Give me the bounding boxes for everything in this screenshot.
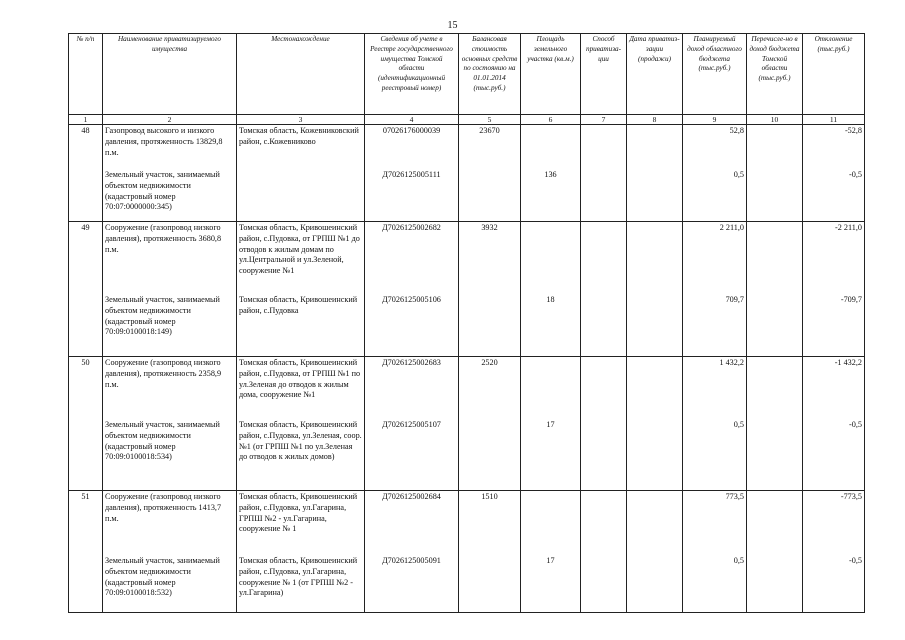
header-cell: Наименование приватизируемого имущества [103,34,237,115]
planned-income: 773,5 [683,491,747,556]
land-area: 17 [521,555,581,613]
column-number: 2 [103,115,237,125]
registry-number: Д7026125005111 [365,169,459,222]
header-cell: Сведения об учете в Реестре государственного имущества Томской области (идентификационный реестровый номер) [365,34,459,115]
table-row [69,555,865,613]
column-number: 11 [803,115,865,125]
transferred-amount [747,222,803,295]
asset-name: Сооружение (газопровод низкого давления), протяженность 1413,7 п.м. [103,491,237,556]
transferred-amount [747,169,803,222]
transferred-amount [747,555,803,613]
asset-name: Земельный участок, занимаемый объектом недвижимости (кадастровый номер 70:09:0100018:534) [103,419,237,491]
asset-name: Газопровод высокого и низкого давления, протяженность 13829,8 п.м. [103,125,237,170]
transferred-amount [747,419,803,491]
column-number: 6 [521,115,581,125]
balance-value [459,169,521,222]
row-number: 49 [69,222,103,295]
land-area [521,125,581,170]
deviation: -52,8 [803,125,865,170]
row-number [69,419,103,491]
page-number: 15 [447,20,458,31]
asset-location: Томская область, Кожевниковский район, с.Кожевниково [237,125,365,170]
planned-income: 1 432,2 [683,357,747,420]
header-cell: Отклонение (тыс.руб.) [803,34,865,115]
deviation: -1 432,2 [803,357,865,420]
balance-value: 1510 [459,491,521,556]
row-number: 48 [69,125,103,170]
privatization-method [581,294,627,357]
row-number [69,555,103,613]
table-row [69,491,865,556]
planned-income: 52,8 [683,125,747,170]
balance-value [459,555,521,613]
transferred-amount [747,491,803,556]
privatization-method [581,419,627,491]
land-area: 18 [521,294,581,357]
asset-location: Томская область, Кривошеинский район, с.Пудовка [237,294,365,357]
privatization-date [627,357,683,420]
deviation: -709,7 [803,294,865,357]
asset-name: Земельный участок, занимаемый объектом недвижимости (кадастровый номер 70:07:0000000:345) [103,169,237,222]
privatization-method [581,222,627,295]
privatization-date [627,555,683,613]
column-number: 9 [683,115,747,125]
balance-value [459,294,521,357]
land-area: 136 [521,169,581,222]
land-area: 17 [521,419,581,491]
balance-value [459,419,521,491]
land-area [521,222,581,295]
privatization-date [627,222,683,295]
planned-income: 0,5 [683,555,747,613]
transferred-amount [747,357,803,420]
registry-number: 07026176000039 [365,125,459,170]
registry-number: Д7026125002682 [365,222,459,295]
table-row [69,169,865,222]
deviation: -0,5 [803,555,865,613]
row-number: 51 [69,491,103,556]
transferred-amount [747,294,803,357]
table-row [69,357,865,420]
deviation: -2 211,0 [803,222,865,295]
deviation: -0,5 [803,419,865,491]
column-number-row [69,115,865,125]
deviation: -773,5 [803,491,865,556]
asset-name: Земельный участок, занимаемый объектом недвижимости (кадастровый номер 70:09:0100018:149) [103,294,237,357]
table-row [69,125,865,170]
privatization-method [581,555,627,613]
header-cell: Планируемый доход областного бюджета (тыс.руб.) [683,34,747,115]
column-number: 10 [747,115,803,125]
header-cell: Способ приватиза-ции [581,34,627,115]
column-number: 5 [459,115,521,125]
privatization-method [581,125,627,170]
registry-number: Д7026125005091 [365,555,459,613]
row-number [69,294,103,357]
planned-income: 709,7 [683,294,747,357]
deviation: -0,5 [803,169,865,222]
privatization-table [68,33,865,613]
privatization-method [581,169,627,222]
row-number: 50 [69,357,103,420]
balance-value: 3932 [459,222,521,295]
header-cell: Балансовая стоимость основных средств по состоянию на 01.01.2014 (тыс.руб.) [459,34,521,115]
privatization-method [581,357,627,420]
privatization-date [627,294,683,357]
asset-location [237,169,365,222]
land-area [521,357,581,420]
asset-location: Томская область, Кривошеинский район, с.Пудовка, от ГРПШ №1 до отводов к жилым домам по ул.Центральной и ул.Зеленой, сооружение №1 [237,222,365,295]
header-cell: Местонахождение [237,34,365,115]
privatization-method [581,491,627,556]
balance-value: 23670 [459,125,521,170]
table-row [69,294,865,357]
registry-number: Д7026125005107 [365,419,459,491]
asset-location: Томская область, Кривошеинский район, с.Пудовка, ул.Зеленая, соор.№1 (от ГРПШ №1 по ул.Зеленая до отводов к жилых домов) [237,419,365,491]
asset-location: Томская область, Кривошеинский район, с.Пудовка, ул.Гагарина, сооружение № 1 (от ГРПШ №2 - ул.Гагарина) [237,555,365,613]
header-cell: Площадь земельного участка (кв.м.) [521,34,581,115]
registry-number: Д7026125005106 [365,294,459,357]
row-number [69,169,103,222]
balance-value: 2520 [459,357,521,420]
header-cell: № п/п [69,34,103,115]
asset-name: Сооружение (газопровод низкого давления), протяженность 3680,8 п.м. [103,222,237,295]
column-number: 4 [365,115,459,125]
column-number: 3 [237,115,365,125]
column-number: 1 [69,115,103,125]
table-row [69,222,865,295]
asset-location: Томская область, Кривошеинский район, с.Пудовка, ул.Гагарина, ГРПШ №2 - ул.Гагарина, сооружение № 1 [237,491,365,556]
asset-location: Томская область, Кривошеинский район, с.Пудовка, от ГРПШ №1 по ул.Зеленая до отводов к жилым дома, сооружение №1 [237,357,365,420]
registry-number: Д7026125002684 [365,491,459,556]
transferred-amount [747,125,803,170]
planned-income: 2 211,0 [683,222,747,295]
asset-name: Сооружение (газопровод низкого давления), протяженность 2358,9 п.м. [103,357,237,420]
privatization-date [627,491,683,556]
planned-income: 0,5 [683,419,747,491]
asset-name: Земельный участок, занимаемый объектом недвижимости (кадастровый номер 70:09:0100018:532) [103,555,237,613]
header-row [69,34,865,115]
planned-income: 0,5 [683,169,747,222]
land-area [521,491,581,556]
privatization-date [627,125,683,170]
header-cell: Дата приватиз-зации (продажи) [627,34,683,115]
column-number: 8 [627,115,683,125]
privatization-date [627,169,683,222]
table-row [69,419,865,491]
column-number: 7 [581,115,627,125]
privatization-date [627,419,683,491]
header-cell: Перечисле-но в доход бюджета Томской области (тыс.руб.) [747,34,803,115]
registry-number: Д7026125002683 [365,357,459,420]
